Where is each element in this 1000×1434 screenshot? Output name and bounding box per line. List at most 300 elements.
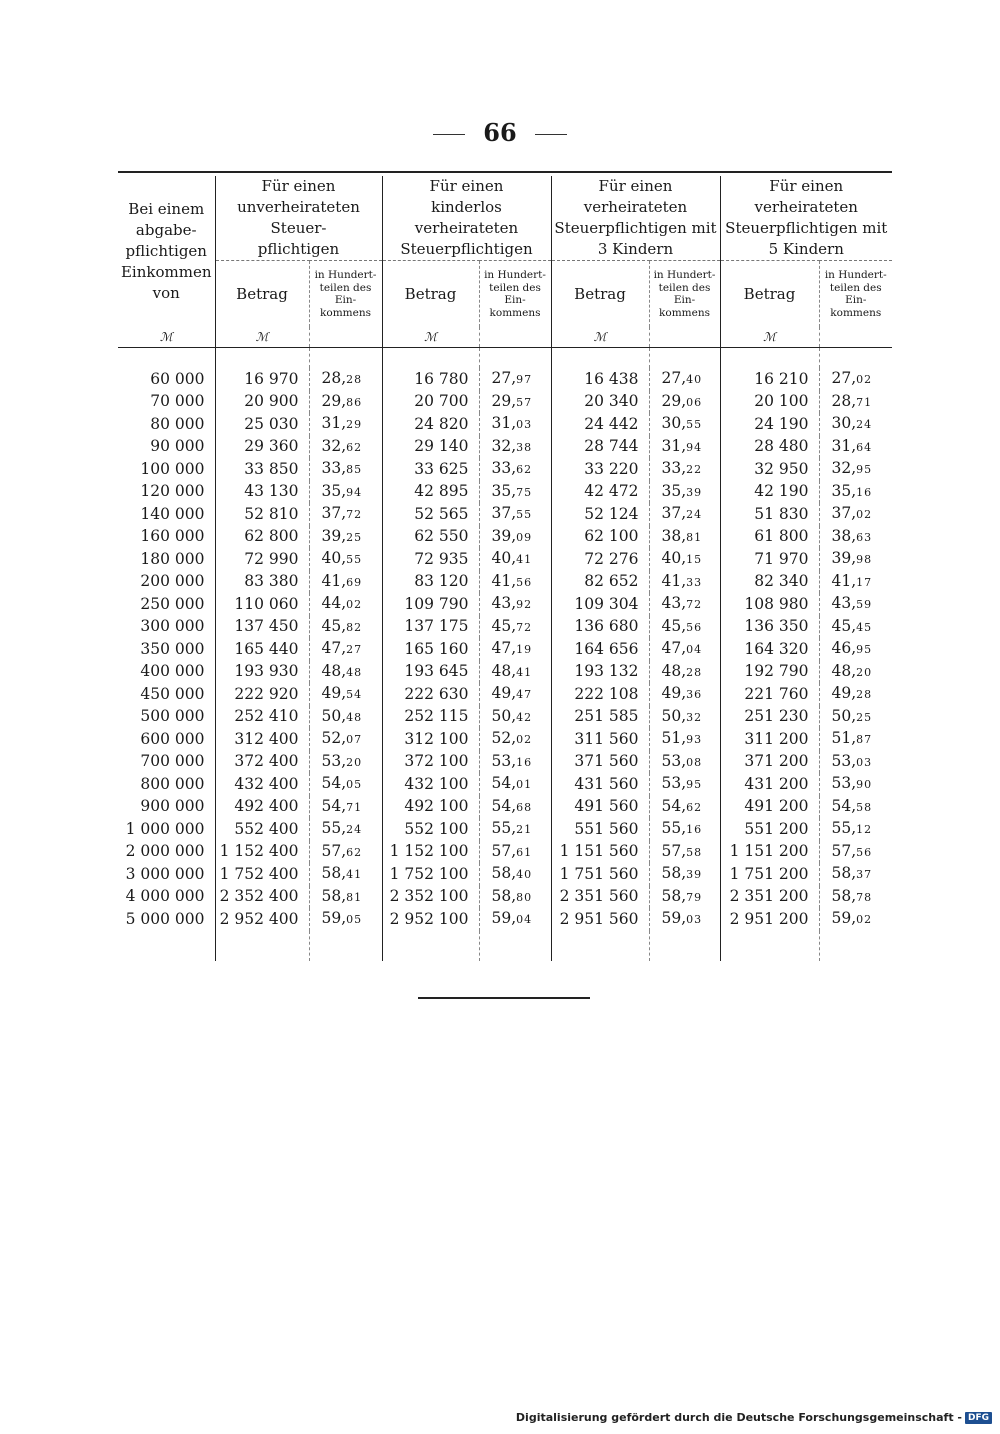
betrag-header-3: Betrag — [551, 261, 649, 328]
percent-decimal: 48 — [346, 710, 363, 724]
betrag-cell: 110 060 — [215, 593, 309, 616]
percent-decimal: 95 — [686, 778, 703, 791]
betrag-cell: 109 790 — [382, 593, 479, 616]
percent-cell — [309, 413, 382, 436]
percent-cell — [309, 391, 382, 414]
percent-decimal: 55 — [346, 553, 363, 566]
percent-integer: 29, — [661, 391, 687, 410]
percent-decimal: 56 — [516, 575, 533, 589]
percent-decimal: 02 — [856, 913, 873, 926]
percent-cell — [309, 661, 382, 684]
percent-integer: 31, — [321, 414, 347, 432]
betrag-cell: 29 360 — [215, 436, 309, 459]
percent-integer: 49, — [831, 684, 857, 702]
betrag-cell: 62 100 — [551, 526, 649, 549]
group-header-line: kinderlos verheirateten — [414, 198, 519, 237]
percent-integer: 53, — [491, 751, 517, 770]
percent-decimal: 25 — [856, 710, 873, 724]
income-cell: 200 000 — [118, 571, 215, 594]
betrag-cell: 61 800 — [720, 526, 819, 549]
unit-betrag-2: ℳ — [382, 327, 479, 348]
pct-header-line: teilen des — [319, 281, 372, 294]
percent-integer: 27, — [831, 369, 857, 387]
percent-decimal: 28 — [856, 688, 873, 701]
percent-integer: 45, — [321, 616, 347, 635]
percent-cell — [479, 818, 551, 841]
income-cell: 70 000 — [118, 391, 215, 414]
percent-decimal: 02 — [856, 508, 873, 521]
group-header-line: pflichtigen — [257, 240, 340, 258]
betrag-cell: 431 560 — [551, 773, 649, 796]
income-cell: 5 000 000 — [118, 908, 215, 931]
percent-decimal: 06 — [686, 395, 703, 409]
percent-decimal: 95 — [856, 643, 873, 656]
betrag-cell: 193 132 — [551, 661, 649, 684]
group-header-line: Für einen verheirateten — [754, 177, 858, 216]
percent-integer: 54, — [661, 796, 687, 815]
percent-decimal: 41 — [346, 868, 363, 881]
row-header — [118, 176, 215, 327]
percent-decimal: 61 — [516, 845, 533, 859]
percent-decimal: 12 — [856, 823, 873, 836]
percent-integer: 39, — [321, 526, 347, 545]
betrag-cell: 2 952 400 — [215, 908, 309, 931]
pct-header-line: teilen des — [658, 281, 711, 294]
percent-integer: 54, — [491, 774, 517, 792]
row-header-line: abgabe- — [135, 221, 197, 239]
percent-decimal: 08 — [686, 755, 703, 769]
betrag-cell: 16 210 — [720, 368, 819, 391]
percent-integer: 57, — [661, 841, 687, 860]
betrag-cell: 16 780 — [382, 368, 479, 391]
percent-decimal: 24 — [686, 508, 703, 521]
footer — [516, 1411, 992, 1424]
percent-cell — [649, 683, 720, 706]
pct-header-4 — [819, 261, 892, 328]
percent-decimal: 56 — [856, 845, 873, 859]
dfg-logo-icon: DFG — [965, 1412, 992, 1424]
group-header-line: Für einen — [429, 177, 504, 195]
percent-cell — [649, 728, 720, 751]
betrag-cell: 2 352 400 — [215, 886, 309, 909]
group-header-line: Für einen — [261, 177, 336, 195]
betrag-cell: 72 935 — [382, 548, 479, 571]
pct-header-line: Ein- — [845, 294, 867, 306]
table-row — [118, 458, 892, 481]
percent-integer: 33, — [321, 459, 347, 477]
percent-decimal: 16 — [516, 755, 533, 769]
percent-cell — [479, 728, 551, 751]
table-row — [118, 571, 892, 594]
betrag-cell: 491 560 — [551, 796, 649, 819]
betrag-cell: 71 970 — [720, 548, 819, 571]
percent-integer: 43, — [831, 594, 857, 612]
betrag-cell: 372 100 — [382, 751, 479, 774]
group-header-3 — [551, 176, 720, 261]
percent-decimal: 55 — [516, 508, 533, 521]
percent-integer: 46, — [831, 639, 857, 657]
footer-text: Digitalisierung gefördert durch die Deutsche Forschungsgemeinschaft - — [515, 1411, 962, 1424]
percent-cell — [479, 413, 551, 436]
percent-decimal: 41 — [516, 665, 533, 679]
table-row — [118, 863, 892, 886]
income-cell: 60 000 — [118, 368, 215, 391]
percent-decimal: 19 — [516, 643, 533, 656]
percent-cell — [819, 818, 892, 841]
pct-header-1 — [309, 261, 382, 328]
income-cell: 700 000 — [118, 751, 215, 774]
betrag-cell: 33 625 — [382, 458, 479, 481]
pct-header-line: Ein- — [673, 294, 696, 306]
percent-decimal: 59 — [856, 598, 873, 611]
spacer-cell — [479, 931, 551, 961]
percent-integer: 45, — [831, 616, 857, 635]
table-row — [118, 503, 892, 526]
percent-decimal: 22 — [686, 463, 703, 476]
percent-decimal: 72 — [686, 598, 703, 611]
percent-integer: 50, — [831, 706, 857, 725]
percent-cell — [309, 796, 382, 819]
percent-cell — [309, 706, 382, 729]
percent-cell — [819, 886, 892, 909]
percent-integer: 49, — [491, 684, 517, 702]
betrag-cell: 2 352 100 — [382, 886, 479, 909]
percent-cell — [479, 661, 551, 684]
income-cell: 250 000 — [118, 593, 215, 616]
percent-integer: 33, — [491, 459, 517, 477]
betrag-cell: 20 700 — [382, 391, 479, 414]
table-row — [118, 728, 892, 751]
percent-cell — [479, 841, 551, 864]
table-row — [118, 841, 892, 864]
betrag-cell: 24 190 — [720, 413, 819, 436]
percent-cell — [309, 863, 382, 886]
percent-decimal: 15 — [686, 553, 703, 566]
percent-integer: 59, — [321, 909, 347, 927]
percent-cell — [479, 571, 551, 594]
table-row — [118, 436, 892, 459]
group-header-line: Steuerpflichtigen — [400, 240, 533, 258]
betrag-cell: 16 438 — [551, 368, 649, 391]
spacer-cell — [819, 931, 892, 961]
percent-integer: 40, — [661, 549, 687, 567]
pct-header-line: teilen des — [829, 281, 882, 294]
betrag-cell: 72 990 — [215, 548, 309, 571]
percent-integer: 32, — [321, 436, 347, 455]
percent-integer: 54, — [491, 796, 517, 815]
betrag-cell: 52 565 — [382, 503, 479, 526]
percent-integer: 38, — [661, 526, 687, 545]
table-header — [118, 176, 892, 348]
table-row — [118, 751, 892, 774]
percent-decimal: 98 — [856, 553, 873, 566]
betrag-cell: 252 115 — [382, 706, 479, 729]
income-cell: 140 000 — [118, 503, 215, 526]
percent-integer: 44, — [321, 594, 347, 612]
pct-header-2 — [479, 261, 551, 328]
pct-header-line: kommens — [830, 306, 882, 319]
spacer-cell — [720, 348, 819, 369]
betrag-cell: 165 160 — [382, 638, 479, 661]
table-row — [118, 368, 892, 391]
percent-cell — [649, 706, 720, 729]
percent-decimal: 82 — [346, 620, 363, 634]
pct-header-line: in Hundert- — [484, 269, 546, 281]
group-header-line: Steuerpflichtigen mit — [554, 219, 717, 237]
percent-integer: 58, — [661, 886, 687, 905]
betrag-cell: 552 400 — [215, 818, 309, 841]
spacer-cell — [118, 348, 215, 369]
percent-cell — [479, 593, 551, 616]
percent-decimal: 90 — [856, 778, 873, 791]
percent-cell — [819, 706, 892, 729]
percent-cell — [649, 616, 720, 639]
percent-integer: 35, — [831, 481, 857, 500]
percent-integer: 45, — [661, 616, 687, 635]
spacer-cell — [479, 348, 551, 369]
percent-decimal: 02 — [856, 373, 873, 386]
percent-cell — [649, 886, 720, 909]
betrag-cell: 42 190 — [720, 481, 819, 504]
unit-pct-3 — [649, 327, 720, 348]
betrag-cell: 33 850 — [215, 458, 309, 481]
percent-integer: 55, — [491, 819, 517, 837]
percent-cell — [819, 728, 892, 751]
percent-cell — [649, 593, 720, 616]
percent-cell — [309, 503, 382, 526]
percent-integer: 39, — [491, 526, 517, 545]
spacer-cell — [649, 931, 720, 961]
percent-decimal: 24 — [856, 418, 873, 431]
pct-header-line: Ein- — [334, 294, 357, 306]
percent-integer: 32, — [491, 436, 517, 455]
percent-integer: 55, — [661, 819, 687, 837]
percent-cell — [649, 796, 720, 819]
betrag-cell: 551 560 — [551, 818, 649, 841]
group-header-line: unverheirateten Steuer- — [237, 198, 360, 237]
income-cell: 90 000 — [118, 436, 215, 459]
percent-integer: 30, — [831, 414, 857, 432]
percent-decimal: 16 — [856, 485, 873, 499]
spacer-cell — [215, 348, 309, 369]
percent-cell — [309, 593, 382, 616]
percent-cell — [819, 616, 892, 639]
percent-decimal: 17 — [856, 575, 873, 589]
spacer-row — [118, 348, 892, 369]
percent-cell — [309, 571, 382, 594]
percent-integer: 37, — [321, 504, 347, 522]
unit-pct-2 — [479, 327, 551, 348]
percent-cell — [649, 863, 720, 886]
percent-decimal: 71 — [346, 800, 363, 814]
percent-cell — [309, 683, 382, 706]
percent-decimal: 03 — [686, 913, 703, 926]
percent-decimal: 81 — [686, 530, 703, 544]
percent-decimal: 57 — [516, 395, 533, 409]
percent-integer: 40, — [491, 549, 517, 567]
percent-integer: 30, — [661, 414, 687, 432]
percent-decimal: 02 — [346, 598, 363, 611]
page-number — [0, 118, 1000, 147]
percent-integer: 58, — [321, 886, 347, 905]
percent-cell — [819, 638, 892, 661]
spacer-cell — [309, 348, 382, 369]
percent-cell — [479, 863, 551, 886]
percent-integer: 52, — [321, 729, 347, 747]
row-header-line: Bei einem — [128, 200, 205, 218]
unit-betrag-3: ℳ — [551, 327, 649, 348]
percent-integer: 51, — [831, 729, 857, 747]
table-row — [118, 616, 892, 639]
betrag-cell: 492 400 — [215, 796, 309, 819]
percent-cell — [649, 773, 720, 796]
percent-integer: 38, — [831, 526, 857, 545]
pct-header-line: in Hundert- — [824, 269, 887, 281]
betrag-cell: 24 820 — [382, 413, 479, 436]
percent-integer: 55, — [321, 819, 347, 837]
betrag-cell: 164 656 — [551, 638, 649, 661]
percent-integer: 53, — [661, 774, 687, 792]
percent-decimal: 16 — [686, 823, 703, 836]
spacer-cell — [215, 931, 309, 961]
percent-cell — [309, 368, 382, 391]
percent-decimal: 55 — [686, 418, 703, 431]
percent-cell — [819, 683, 892, 706]
betrag-cell: 1 151 560 — [551, 841, 649, 864]
betrag-cell: 1 152 400 — [215, 841, 309, 864]
percent-integer: 58, — [491, 864, 517, 882]
betrag-cell: 192 790 — [720, 661, 819, 684]
percent-integer: 43, — [491, 594, 517, 612]
percent-cell — [309, 616, 382, 639]
percent-cell — [649, 481, 720, 504]
percent-cell — [819, 571, 892, 594]
percent-decimal: 09 — [516, 530, 533, 544]
percent-cell — [479, 706, 551, 729]
percent-decimal: 40 — [516, 868, 533, 881]
percent-cell — [819, 503, 892, 526]
percent-decimal: 62 — [346, 845, 363, 859]
betrag-cell: 1 751 200 — [720, 863, 819, 886]
percent-cell — [819, 751, 892, 774]
percent-integer: 37, — [661, 504, 687, 522]
income-cell: 800 000 — [118, 773, 215, 796]
percent-decimal: 94 — [346, 485, 363, 499]
percent-decimal: 80 — [516, 890, 533, 904]
percent-integer: 35, — [321, 481, 347, 500]
percent-cell — [819, 481, 892, 504]
spacer-cell — [649, 348, 720, 369]
table-body — [118, 348, 892, 961]
betrag-cell: 1 751 560 — [551, 863, 649, 886]
percent-cell — [649, 526, 720, 549]
unit-betrag-4: ℳ — [720, 327, 819, 348]
betrag-cell: 2 952 100 — [382, 908, 479, 931]
betrag-cell: 431 200 — [720, 773, 819, 796]
percent-decimal: 04 — [516, 913, 533, 926]
percent-integer: 53, — [831, 751, 857, 770]
spacer-cell — [309, 931, 382, 961]
betrag-cell: 136 350 — [720, 616, 819, 639]
spacer-cell — [382, 348, 479, 369]
percent-cell — [649, 503, 720, 526]
spacer-cell — [819, 348, 892, 369]
percent-integer: 59, — [661, 909, 687, 927]
percent-integer: 55, — [831, 819, 857, 837]
percent-cell — [649, 638, 720, 661]
percent-decimal: 95 — [856, 463, 873, 476]
percent-integer: 37, — [831, 504, 857, 522]
percent-decimal: 92 — [516, 598, 533, 611]
income-cell: 500 000 — [118, 706, 215, 729]
betrag-cell: 28 744 — [551, 436, 649, 459]
percent-decimal: 33 — [686, 575, 703, 589]
percent-integer: 31, — [491, 414, 517, 432]
percent-cell — [479, 638, 551, 661]
percent-integer: 48, — [491, 661, 517, 680]
percent-decimal: 27 — [346, 643, 363, 656]
percent-integer: 43, — [661, 594, 687, 612]
percent-cell — [479, 683, 551, 706]
percent-cell — [819, 368, 892, 391]
group-header-2 — [382, 176, 551, 261]
percent-cell — [309, 638, 382, 661]
percent-cell — [819, 593, 892, 616]
percent-cell — [479, 796, 551, 819]
percent-cell — [819, 391, 892, 414]
spacer-row — [118, 931, 892, 961]
percent-integer: 58, — [491, 886, 517, 905]
percent-decimal: 62 — [686, 800, 703, 814]
percent-cell — [819, 413, 892, 436]
income-cell: 4 000 000 — [118, 886, 215, 909]
percent-decimal: 05 — [346, 778, 363, 791]
percent-decimal: 37 — [856, 868, 873, 881]
betrag-cell: 20 900 — [215, 391, 309, 414]
percent-decimal: 78 — [856, 890, 873, 904]
percent-cell — [479, 503, 551, 526]
betrag-cell: 222 108 — [551, 683, 649, 706]
percent-integer: 33, — [661, 459, 687, 477]
percent-cell — [309, 886, 382, 909]
income-cell: 450 000 — [118, 683, 215, 706]
betrag-cell: 311 560 — [551, 728, 649, 751]
percent-integer: 48, — [831, 661, 857, 680]
betrag-cell: 52 124 — [551, 503, 649, 526]
betrag-cell: 491 200 — [720, 796, 819, 819]
betrag-cell: 137 450 — [215, 616, 309, 639]
percent-cell — [649, 368, 720, 391]
unit-income: ℳ — [118, 327, 215, 348]
percent-decimal: 24 — [346, 823, 363, 836]
pct-header-line: kommens — [320, 306, 371, 319]
percent-decimal: 07 — [346, 733, 363, 746]
betrag-cell: 25 030 — [215, 413, 309, 436]
percent-decimal: 47 — [516, 688, 533, 701]
table-row — [118, 638, 892, 661]
betrag-cell: 28 480 — [720, 436, 819, 459]
table-row — [118, 391, 892, 414]
percent-decimal: 87 — [856, 733, 873, 746]
percent-decimal: 39 — [686, 868, 703, 881]
percent-integer: 50, — [321, 706, 347, 725]
percent-cell — [819, 458, 892, 481]
percent-cell — [309, 481, 382, 504]
page-number-dash-right — [535, 134, 567, 135]
betrag-cell: 312 100 — [382, 728, 479, 751]
percent-cell — [309, 841, 382, 864]
betrag-cell: 552 100 — [382, 818, 479, 841]
